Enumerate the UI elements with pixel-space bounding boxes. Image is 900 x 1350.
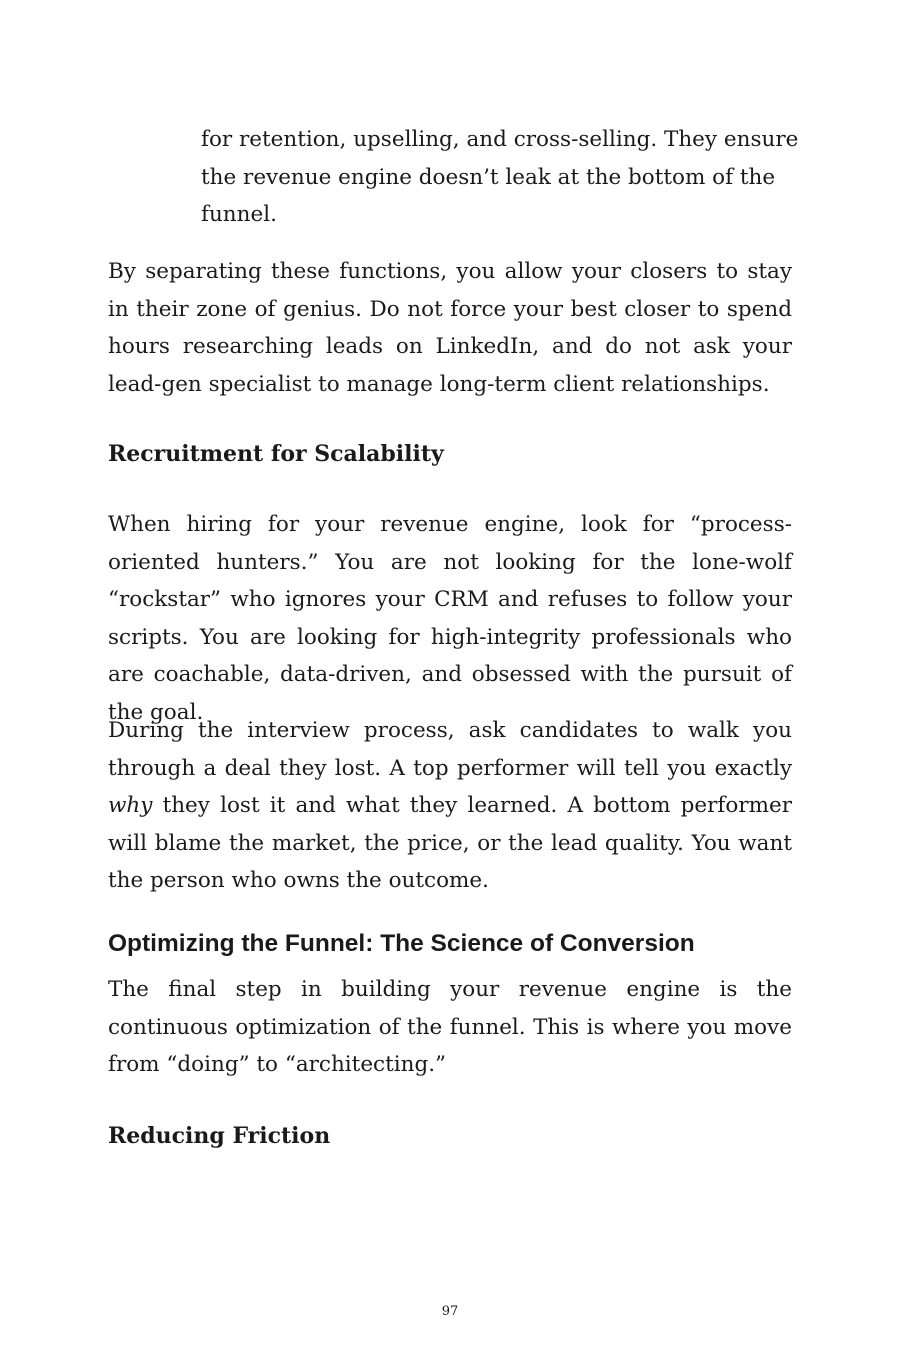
heading-reducing-friction: Reducing Friction [108, 1123, 331, 1149]
heading-recruitment-for-scalability: Recruitment for Scalability [108, 441, 444, 467]
interview-text-after: they lost it and what they learned. A bottom performer will blame the market, the price, or the lead quality. You want the person who owns the outcome. [108, 793, 792, 893]
paragraph-final-step: The final step in building your revenue engine is the continuous optimization of the funnel. This is where you move from “doing” to “architecting.” [108, 977, 792, 1077]
list-item-continuation: for retention, upselling, and cross-selling. They ensure the revenue engine doesn’t leak at the bottom of the funnel. [201, 127, 799, 227]
paragraph-hiring: When hiring for your revenue engine, look for “process-oriented hunters.” You are not looking for the lone-wolf “rockstar” who ignores your CRM and refuses to follow your scripts. You are looking for high-integrity professionals who are coachable, data-driven, and obsessed with the pursuit of the goal. [108, 512, 792, 725]
paragraph-separation: By separating these functions, you allow your closers to stay in their zone of genius. Do not force your best closer to spend hours researching leads on LinkedIn, and do not ask your lead-gen specialist to manage long-term client relationships. [108, 259, 792, 397]
interview-emphasis: why [108, 793, 153, 818]
paragraph-interview [108, 712, 792, 900]
heading-optimizing-the-funnel: Optimizing the Funnel: The Science of Conversion [108, 930, 695, 957]
page-number: 97 [441, 1304, 459, 1319]
interview-text-before: During the interview process, ask candidates to walk you through a deal they lost. A top performer will tell you exactly [108, 718, 792, 781]
